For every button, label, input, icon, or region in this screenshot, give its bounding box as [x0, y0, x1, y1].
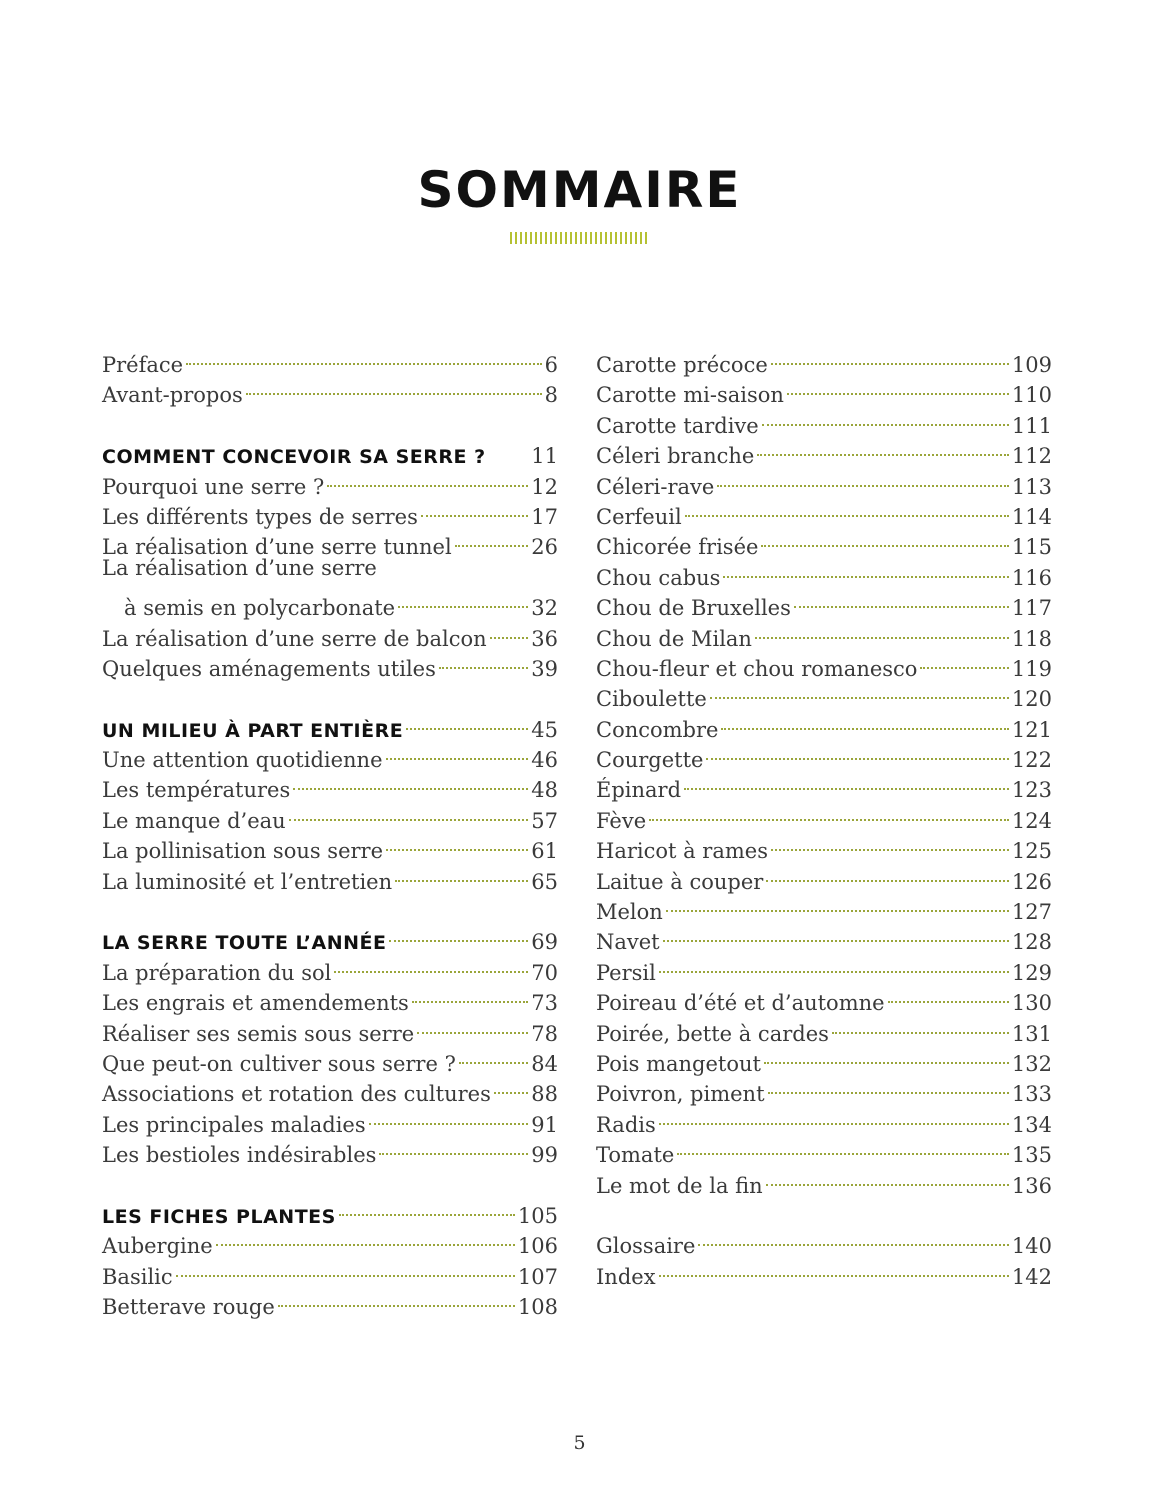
toc-entry[interactable]: Céleri-rave 113	[596, 462, 1052, 492]
toc-entry[interactable]: Les bestioles indésirables 99	[102, 1130, 558, 1160]
page-number: 5	[573, 1432, 586, 1454]
toc-entry[interactable]: Persil 129	[596, 948, 1052, 978]
toc-right-column	[596, 340, 1052, 1289]
toc-entry[interactable]: Aubergine 106	[102, 1221, 558, 1251]
toc-entry[interactable]: Navet 128	[596, 917, 1052, 947]
toc-entry[interactable]: Carotte tardive 111	[596, 401, 1052, 431]
toc-entry[interactable]: Courgette 122	[596, 735, 1052, 765]
toc-entry[interactable]: Glossaire 140	[596, 1221, 1052, 1251]
toc-entry[interactable]: Carotte précoce 109	[596, 340, 1052, 370]
toc-entry[interactable]: La réalisation d’une serre	[102, 555, 377, 580]
toc-entry[interactable]: Épinard 123	[596, 765, 1052, 795]
toc-entry[interactable]: La préparation du sol 70	[102, 948, 558, 978]
toc-entry[interactable]: Céleri branche 112	[596, 431, 1052, 461]
toc-entry[interactable]: Ciboulette 120	[596, 674, 1052, 704]
toc-entry[interactable]: La réalisation d’une serre de balcon 36	[102, 614, 558, 644]
toc-entry[interactable]: Haricot à rames 125	[596, 826, 1052, 856]
toc-entry[interactable]: Que peut-on cultiver sous serre ? 84	[102, 1039, 558, 1069]
toc-entry[interactable]: Carotte mi-saison 110	[596, 370, 1052, 400]
toc-entry[interactable]: Tomate 135	[596, 1130, 1052, 1160]
toc-entry[interactable]: Poirée, bette à cardes 131	[596, 1009, 1052, 1039]
toc-entry[interactable]: Les températures 48	[102, 765, 558, 795]
toc-entry[interactable]: La réalisation d’une serre tunnel 26	[102, 522, 558, 552]
toc-section-heading[interactable]: LA SERRE TOUTE L’ANNÉE 69	[102, 917, 558, 947]
toc-entry[interactable]: Chou-fleur et chou romanesco 119	[596, 644, 1052, 674]
toc-section-heading[interactable]: UN MILIEU À PART ENTIÈRE 45	[102, 705, 558, 735]
toc-entry[interactable]: Le manque d’eau 57	[102, 796, 558, 826]
toc-entry[interactable]: La pollinisation sous serre 61	[102, 826, 558, 856]
toc-entry[interactable]: Poivron, piment 133	[596, 1069, 1052, 1099]
toc-entry[interactable]: Le mot de la fin 136	[596, 1161, 1052, 1191]
toc-entry[interactable]: à semis en polycarbonate 32	[102, 583, 558, 613]
toc-entry[interactable]: Chou de Bruxelles 117	[596, 583, 1052, 613]
toc-entry[interactable]: La luminosité et l’entretien 65	[102, 857, 558, 887]
toc-entry[interactable]: Concombre 121	[596, 705, 1052, 735]
toc-entry[interactable]: Poireau d’été et d’automne 130	[596, 978, 1052, 1008]
toc-entry[interactable]: Réaliser ses semis sous serre 78	[102, 1009, 558, 1039]
toc-entry[interactable]: Cerfeuil 114	[596, 492, 1052, 522]
toc-entry[interactable]: Melon 127	[596, 887, 1052, 917]
title-underline	[510, 232, 649, 244]
toc-entry[interactable]: Pourquoi une serre ? 12	[102, 462, 558, 492]
toc-entry[interactable]: Chou de Milan 118	[596, 614, 1052, 644]
toc-left-column	[102, 340, 558, 1320]
toc-entry[interactable]: Chou cabus 116	[596, 553, 1052, 583]
toc-entry[interactable]: Pois mangetout 132	[596, 1039, 1052, 1069]
toc-entry[interactable]: Laitue à couper 126	[596, 857, 1052, 887]
toc-section-heading[interactable]: COMMENT CONCEVOIR SA SERRE ? 11	[102, 444, 558, 469]
toc-entry[interactable]: Index 142	[596, 1252, 1052, 1282]
toc-entry[interactable]: Basilic 107	[102, 1252, 558, 1282]
toc-entry[interactable]: Les différents types de serres 17	[102, 492, 558, 522]
toc-entry[interactable]: Les principales maladies 91	[102, 1100, 558, 1130]
toc-entry[interactable]: Quelques aménagements utiles 39	[102, 644, 558, 674]
toc-entry[interactable]: Radis 134	[596, 1100, 1052, 1130]
toc-entry[interactable]: Une attention quotidienne 46	[102, 735, 558, 765]
toc-entry[interactable]: Les engrais et amendements 73	[102, 978, 558, 1008]
page-title: SOMMAIRE	[417, 161, 742, 219]
toc-section-heading[interactable]: LES FICHES PLANTES 105	[102, 1191, 558, 1221]
toc-entry[interactable]: Betterave rouge 108	[102, 1282, 558, 1312]
toc-entry[interactable]: Associations et rotation des cultures 88	[102, 1069, 558, 1099]
toc-entry[interactable]: Fève 124	[596, 796, 1052, 826]
toc-entry[interactable]: Avant-propos 8	[102, 370, 558, 400]
toc-entry[interactable]: Chicorée frisée 115	[596, 522, 1052, 552]
toc-entry[interactable]: Préface 6	[102, 340, 558, 370]
